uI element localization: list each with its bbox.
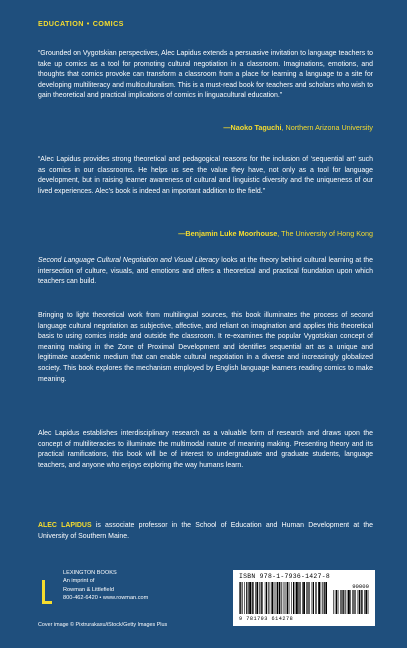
publisher-contact: 800-462-6420 • www.rowman.com bbox=[63, 594, 149, 601]
barcode-bars-icon bbox=[239, 582, 327, 614]
endorser-name: Benjamin Luke Moorhouse bbox=[185, 229, 278, 238]
publisher-parent: Rowman & Littlefield bbox=[63, 586, 114, 593]
description-paragraph-3: Alec Lapidus establishes interdisciplinary research as a valuable form of research and draws upon the concept of multiliteracies to illuminate the multimodal nature of meaning making. Presenting theory and its practical ramifications, this book will be of interest to undergraduate and graduate students, language teachers, and anyone who enjoys exploring the way humans learn. bbox=[38, 430, 373, 469]
endorser-affiliation: , The University of Hong Kong bbox=[277, 229, 373, 238]
endorser-name: Naoko Taguchi bbox=[230, 123, 282, 132]
endorsement-attribution-2 bbox=[178, 229, 373, 238]
publisher-imprint: An imprint of bbox=[63, 578, 95, 585]
endorser-affiliation: , Northern Arizona University bbox=[281, 123, 373, 132]
author-bio-text: is associate professor in the School of Education and Human Development at the University of Southern Maine. bbox=[38, 522, 374, 540]
category-comics: COMICS bbox=[92, 19, 124, 28]
isbn-number: ISBN 978-1-7936-1427-8 bbox=[239, 573, 330, 580]
isbn-barcode bbox=[233, 570, 375, 626]
endorsement-quote-2: “Alec Lapidus provides strong theoretical and pedagogical reasons for the inclusion of ‘sequential art’ such as comics in our classrooms. He helps us see the value they have, not only as a tool for language development, but in raising learner awareness of cultural and linguistic diversity and the uniqueness of our lived experiences. Alec’s book is indeed an important addition to the field.” bbox=[38, 156, 373, 195]
description-paragraph-1 bbox=[38, 256, 373, 288]
price-code: 90000 bbox=[352, 583, 369, 590]
publisher-info bbox=[63, 569, 148, 602]
addon-barcode-icon bbox=[333, 590, 369, 614]
endorsement-quote-1: “Grounded on Vygotskian perspectives, Alec Lapidus extends a persuasive invitation to language teachers to take up comics as a tool for promoting cultural negotiation in a classroom. Imaginations, emotions, and thoughts that comics provoke can transform a classroom from a place for learning a language to a site for developing multiliteracy and multiculturalism. This is a must-read book for teachers and scholars who wish to gain theoretical and practical implications of comics in linguacultural education.” bbox=[38, 50, 373, 100]
author-bio bbox=[38, 521, 373, 542]
barcode-digits: 9 781793 614278 bbox=[239, 616, 294, 622]
cover-image-credit: Cover image © Pixtrurakaxu/iStock/Getty Images Plus bbox=[38, 622, 168, 628]
lexington-logo-icon bbox=[42, 580, 52, 604]
endorsement-attribution-1 bbox=[223, 123, 373, 132]
bullet-icon: • bbox=[86, 19, 90, 28]
book-title: Second Language Cultural Negotiation and Visual Literacy bbox=[38, 257, 220, 264]
endorsement-dash: — bbox=[178, 229, 186, 238]
description-paragraph-2: Bringing to light theoretical work from multilingual sources, this book illuminates the process of second language cultural negotiation as subjective, affective, and reliant on imagination and applies this theoretical basis to using comics inside and outside the classroom. It re-examines the popular Vygotskian concept of meaning making in the Zone of Proximal Development and identifies sequential art as a unique and legitimate academic medium that can enable cultural negotiation in a diverse and increasingly globalized society. This book explores the mechanism employed by English language learners reading comics to make meaning. bbox=[38, 312, 373, 383]
publisher-name: LEXINGTON BOOKS bbox=[63, 570, 117, 576]
category-label bbox=[38, 19, 124, 28]
author-name: ALEC LAPIDUS bbox=[38, 522, 92, 529]
endorsement-dash: — bbox=[223, 123, 231, 132]
category-education: EDUCATION bbox=[38, 19, 84, 28]
description-p1-text: looks at the theory behind cultural learning at the intersection of culture, visuals, and emotions and offers a theoretical and practical foundation upon which teachers can build. bbox=[38, 257, 373, 286]
